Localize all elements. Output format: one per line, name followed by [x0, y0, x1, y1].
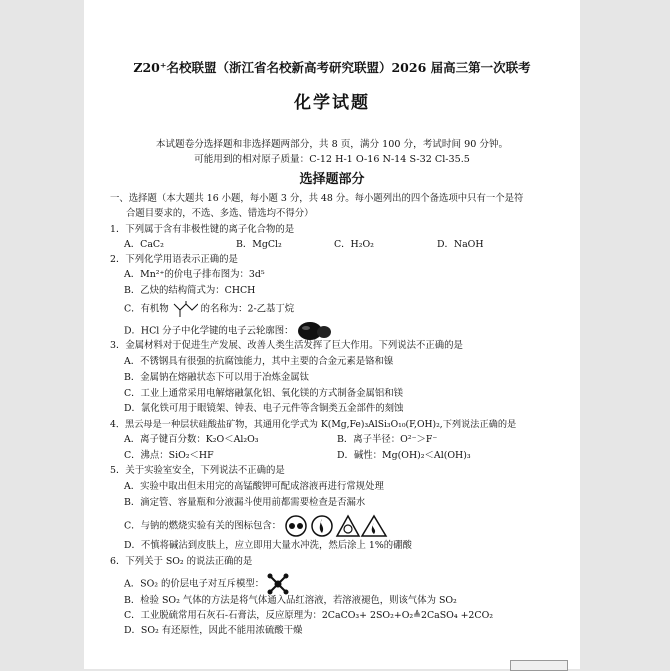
q2-option-a: A．Mn²⁺的价电子排布图为：3d⁵: [124, 269, 265, 280]
page-footer-widget: [510, 660, 568, 671]
q6-option-c: C．工业脱硫常用石灰石-石膏法，反应原理为：2CaCO₃+ 2SO₂+O₂≜2CaSO₄ +2CO₂: [124, 610, 494, 621]
q6-option-b: B．检验 SO₂ 气体的方法是将气体通入品红溶液，若溶液褪色，则该气体为 SO₂: [124, 595, 457, 606]
heating-icon: [312, 516, 332, 536]
q6-stem: 6．下列关于 SO₂ 的说法正确的是: [110, 556, 253, 567]
q1-option-d: D．NaOH: [437, 239, 484, 250]
part-intro-line-2: 合题目要求的，不选、多选、错选均不得分）: [126, 208, 314, 219]
goggles-icon: [286, 516, 306, 536]
vsepr-model-icon: [267, 573, 289, 595]
q3-option-b: B．金属钠在熔融状态下可以用于冶炼金属钛: [124, 372, 310, 383]
electron-cloud-icon: [296, 321, 332, 341]
q3-option-c: C．工业上通常采用电解熔融氯化铝、氧化镁的方式制备金属铝和镁: [124, 388, 404, 399]
q2-option-c-prefix: C．有机物: [124, 303, 169, 315]
q3-option-d: D．氯化铁可用于眼镜架、钟表、电子元件等含铜类五金部件的刻蚀: [124, 403, 404, 414]
q5-option-a: A．实验中取出但未用完的高锰酸钾可配成溶液再进行常规处理: [124, 481, 384, 492]
q2-option-b: B．乙炔的结构简式为：CHCH: [124, 285, 256, 296]
q2-option-d-text: D．HCl 分子中化学键的电子云轮廓图：: [124, 325, 294, 337]
q4-option-a: A．离子键百分数：K₂O＜Al₂O₃: [124, 434, 259, 445]
q5-option-c: [124, 514, 396, 538]
q5-option-d: D．不慎将碱沾到皮肤上，应立即用大量水冲洗，然后涂上 1%的硼酸: [124, 540, 412, 551]
q5-option-b: B．滴定管、容量瓶和分液漏斗使用前都需要检查是否漏水: [124, 497, 366, 508]
q4-option-d: D．碱性：Mg(OH)₂＜Al(OH)₃: [337, 450, 471, 461]
q3-stem: 3．金属材料对于促进生产发展、改善人类生活发挥了巨大作用。下列说法不正确的是: [110, 340, 463, 351]
section-title: 选择题部分: [299, 172, 365, 187]
exam-title: 化学试题: [294, 93, 370, 113]
q4-stem: 4．黑云母是一种层状硅酸盐矿物，其通用化学式为 K(Mg,Fe)₃AlSi₃O₁₀(F,OH)₂,下列说法正确的是: [110, 419, 517, 430]
exam-info-line-1: 本试题卷分选择题和非选择题两部分，共 8 页，满分 100 分，考试时间 90 分钟。: [155, 139, 509, 150]
q4-option-b: B．离子半径：O²⁻＞F⁻: [337, 434, 438, 445]
q1-option-a: A．CaC₂: [124, 239, 164, 250]
q2-option-c: [124, 301, 294, 317]
part-intro-line-1: 一、选择题（本大题共 16 小题，每小题 3 分，共 48 分。每小题列出的四个备选项中只有一个是符: [110, 193, 524, 204]
ventilation-icon: [337, 516, 359, 536]
exam-page: [84, 0, 580, 669]
skeletal-formula-icon: [172, 301, 198, 317]
q5-stem: 5．关于实验室安全，下列说法不正确的是: [110, 465, 285, 476]
q5-option-c-text: C．与钠的燃烧实验有关的图标包含：: [124, 520, 282, 532]
q1-option-c: C．H₂O₂: [334, 239, 374, 250]
q1-stem: 1．下列属于含有非极性键的离子化合物的是: [110, 224, 295, 235]
q6-option-d: D．SO₂ 有还原性，因此不能用浓硫酸干燥: [124, 625, 303, 636]
q6-option-a-text: A．SO₂ 的价层电子对互斥模型：: [124, 578, 265, 590]
q2-option-c-suffix: 的名称为：2-乙基丁烷: [200, 303, 295, 315]
safety-pictograms: [284, 514, 396, 538]
q2-stem: 2．下列化学用语表示正确的是: [110, 254, 238, 265]
q4-option-c: C．沸点：SiO₂＜HF: [124, 450, 214, 461]
q1-option-b: B．MgCl₂: [236, 239, 282, 250]
exam-header: Z20⁺名校联盟（浙江省名校新高考研究联盟）2026 届高三第一次联考: [133, 60, 531, 75]
exam-info-line-2: 可能用到的相对原子质量：C-12 H-1 O-16 N-14 S-32 Cl-35.5: [194, 154, 470, 165]
q2-option-d: [124, 321, 332, 341]
q6-option-a: [124, 573, 289, 595]
fire-warning-icon: [362, 516, 386, 536]
q3-option-a: A．不锈钢具有很强的抗腐蚀能力，其中主要的合金元素是铬和镍: [124, 356, 394, 367]
